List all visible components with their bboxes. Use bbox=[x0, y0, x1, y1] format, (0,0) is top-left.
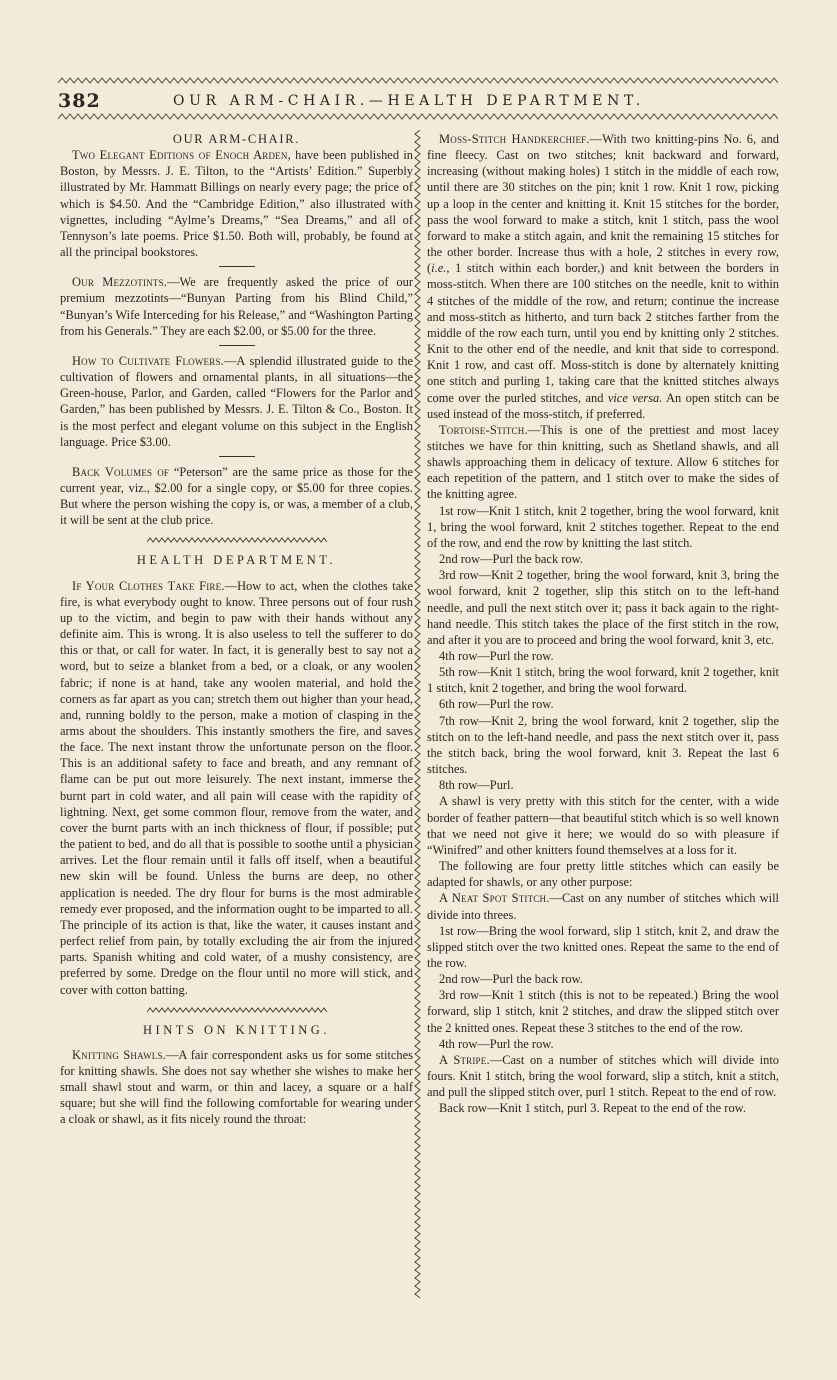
pattern-row: Back row—Knit 1 stitch, purl 3. Repeat to the end of the row. bbox=[439, 1101, 746, 1116]
pattern-row: 4th row—Purl the row. bbox=[439, 649, 554, 663]
pattern-row: 5th row—Knit 1 stitch, bring the wool forward, knit 2 together, knit 1 stitch, knit 2 together, and bring the wool forward. bbox=[427, 665, 779, 696]
mezzotints-paragraph: Our Mezzotints.—We are frequently asked the price of our premium mezzotints—“Bunyan Parting from his Blind Child,” “Bunyan’s Wife Interceding for his Release,” and “Washington Parting from his Generals.” They are each $2.00, or $5.00 for the three. bbox=[60, 275, 413, 338]
flowers-paragraph: How to Cultivate Flowers.—A splendid illustrated guide to the cultivation of flowers and ornamental plants, in all situations—the Green-house, Parlor, and Garden, called “Flowers for the Parlor and Garden,” has been published by Messrs. J. E. Tilton & Co., Boston. It is the most perfect and elegant volume on this subject in the English language. Price $3.00. bbox=[60, 353, 413, 449]
pattern-row: 2nd row—Purl the back row. bbox=[439, 972, 583, 987]
shawl-paragraph: A shawl is very pretty with this stitch for the center, with a wide border of feather pattern—that beautiful stitch which is so well known that we need not give it here; we would do so with pleasure if “Winifred” and other knitters found themselves at a loss for it. bbox=[427, 794, 779, 857]
tortoise-stitch-paragraph: Tortoise-Stitch.—This is one of the prettiest and most lacey stitches we have for thin knitting, such as Shetland shawls, and all shawls approaching them in delicacy of texture. Allow 6 stitches for each repetition of the pattern, and 1 stitch over to make the sides of the knitting agree. bbox=[427, 422, 779, 502]
page-number: 382 bbox=[58, 90, 101, 112]
wavy-ornament bbox=[147, 537, 327, 543]
back-volumes-title: Back Volumes of bbox=[72, 464, 170, 479]
section-rule bbox=[219, 456, 255, 457]
section-rule bbox=[219, 345, 255, 346]
moss-stitch-title: Moss-Stitch Handkerchief. bbox=[439, 132, 590, 146]
page-header bbox=[58, 90, 778, 112]
stripe-title: A Stripe. bbox=[439, 1052, 490, 1067]
shawls-title: Knitting Shawls. bbox=[72, 1047, 166, 1062]
shawls-paragraph: Knitting Shawls.—A fair correspondent asks us for some stitches for knitting shawls. She does not say whether she wishes to make her small shawl stout and warm, or thin and lacey, a square or a half square; but she will find the following comfortable for wearing under a cloak or shawl, as it fits nicely round the throat: bbox=[60, 1047, 413, 1127]
armchair-heading: OUR ARM-CHAIR. bbox=[172, 132, 301, 146]
right-column bbox=[427, 131, 779, 1117]
back-volumes-paragraph: Back Volumes of “Peterson” are the same price as those for the current year, viz., $2.00 for a single copy, or $5.00 for three copies. But where the person wishing the copy is, or was, a member of a club, it will be sent at the club price. bbox=[60, 464, 413, 528]
pattern-row: 8th row—Purl. bbox=[439, 778, 514, 793]
moss-stitch-paragraph: Moss-Stitch Handkerchief.—With two knitting-pins No. 6, and fine fleecy. Cast on two stitches; knit backward and forward, increasing (without making holes) 1 stitch in the middle of each row, until there are 30 stitches on the pin; knit 1 row. Knit 1 row, picking up a loop in the center and knitting it. Knit 15 stitches for the border, pass the wool forward to make a stitch, knit 1 stitch, pass the wool forward to make a stitch again, and knit the remaining 15 stitches for the other border. Increase thus with a hole, 2 stitches in every row, (i.e., 1 stitch within each border,) and knit between the borders in moss-stitch. When there are 100 stitches on the needle, knit to within 4 stitches of the middle of the row, and return; continue the increase and moss-stitch as hitherto, and turn back 2 stitches farther from the middle of the row each turn, until you end by knitting only 2 stitches. Knit to the other end of the needle, and knit that side to correspond. Knit 1 row, and cast off. Moss-stitch is done by alternately knitting one stitch and purling 1, taking care that the knitted stitches always come over the purled stitches, and vice versa. An open stitch can be used instead of the moss-stitch, if preferred. bbox=[427, 132, 779, 421]
pattern-row: 4th row—Purl the row. bbox=[439, 1036, 554, 1051]
flowers-title: How to Cultivate Flowers. bbox=[72, 353, 224, 368]
wavy-ornament bbox=[147, 1007, 327, 1013]
pattern-row: 3rd row—Knit 2 together, bring the wool forward, knit 3, bring the wool forward, knit 2 together, slip this stitch on to the left-hand needle, and pull the next stitch over it; pass it back again to the right-hand needle. This stitch takes the place of the first stitch in the row, and after it you are to proceed and bring the wool forward, knit 3, etc. bbox=[427, 568, 779, 647]
pattern-row: 1st row—Bring the wool forward, slip 1 stitch, knit 2, and draw the slipped stitch over the two knitted ones. Repeat the same to the end of the row. bbox=[427, 923, 779, 970]
knitting-heading: HINTS ON KNITTING. bbox=[143, 1022, 330, 1037]
pattern-row: 1st row—Knit 1 stitch, knit 2 together, bring the wool forward, knit 1, bring the wool forward, knit 2 stitches together. Repeat to the end of the row, and end the row by knitting the last stitch. bbox=[427, 503, 779, 550]
tortoise-stitch-title: Tortoise-Stitch. bbox=[439, 422, 528, 437]
following-paragraph: The following are four pretty little stitches which can easily be adapted for shawls, or any other purpose: bbox=[427, 859, 779, 890]
header-ornament-rule bbox=[58, 113, 778, 121]
pattern-row: 7th row—Knit 2, bring the wool forward, knit 2 together, slip the stitch on to the left-hand needle, and pass the next stitch over it, pass the stitch back, bring the wool forward, knit 3. Repeat the last 6 stitches. bbox=[427, 713, 779, 777]
column-divider bbox=[413, 130, 423, 1300]
stripe-paragraph: A Stripe.—Cast on a number of stitches which will divide into fours. Knit 1 stitch, bring the wool forward, slip a stitch, knit a stitch, and pull the slipped stitch over, purl 1 stitch. Repeat to the end of row. bbox=[427, 1052, 779, 1100]
spot-stitch-paragraph: A Neat Spot Stitch.—Cast on any number of stitches which will divide into threes. bbox=[427, 891, 780, 922]
mezzotints-title: Our Mezzotints. bbox=[72, 275, 168, 290]
running-head: OUR ARM-CHAIR.—HEALTH DEPARTMENT. bbox=[173, 93, 645, 109]
health-heading: HEALTH DEPARTMENT. bbox=[136, 553, 337, 568]
spot-stitch-title: A Neat Spot Stitch. bbox=[439, 891, 550, 906]
top-ornament-rule bbox=[58, 77, 778, 85]
pattern-row: 3rd row—Knit 1 stitch (this is not to be repeated.) Bring the wool forward, slip 1 stitch, knit 2 stitches, and draw the slipped stitch over the 2 knitted ones. Repeat these 3 stitches to the end of the row. bbox=[427, 988, 779, 1035]
section-rule bbox=[219, 266, 255, 267]
pattern-row: 2nd row—Purl the back row. bbox=[439, 552, 583, 567]
left-column bbox=[60, 131, 413, 1128]
enoch-arden-title: Two Elegant Editions of Enoch Arden, bbox=[72, 148, 291, 163]
pattern-row: 6th row—Purl the row. bbox=[439, 697, 554, 712]
fire-paragraph: If Your Clothes Take Fire.—How to act, when the clothes take fire, is what everybody ought to know. Three persons out of four rush up to the victim, and begin to paw with their hands without any definite aim. This is wrong. It is also useless to tell the sufferer to do this or that, or call for water. In fact, it is generally best to say not a word, but to seize a blanket from a bed, or a cloak, or any woolen fabric; if none is at hand, take any woolen material, and hold the corners as far apart as you can; stretch them out higher than your head, and, running boldly to the person, make a motion of clasping in the arms about the shoulders. This instantly smothers the fire, and saves the face. The next instant throw the unfortunate person on the floor. This is an additional safety to face and breath, and any remnant of flame can be put out more leisurely. The next instant, immerse the burnt part in cold water, and all pain will cease with the rapidity of lightning. Next, get some common flour, remove from the water, and cover the burnt parts with an inch thickness of flour, if possible; put the patient to bed, and do all that is possible to soothe until a physician arrives. Let the flour remain until it falls off itself, when a beautiful new skin will be found. Unless the burns are deep, no other application is needed. The dry flour for burns is the most admirable remedy ever proposed, and the information ought to be imparted to all. The principle of its action is that, like the water, it causes instant and perfect relief from pain, by totally excluding the air from the injured parts. Spanish whiting and cold water, of a mushy consistency, are preferred by some. Dredge on the flour until no more will stick, and cover with cotton batting. bbox=[60, 578, 413, 997]
fire-title: If Your Clothes Take Fire. bbox=[72, 578, 225, 593]
enoch-arden-paragraph: Two Elegant Editions of Enoch Arden, have been published in Boston, by Messrs. J. E. Tilton, to the “Artists’ Edition.” Superbly illustrated by Mr. Hammatt Billings on nearly every page; the price of which is $4.50. And the “Cambridge Edition,” also illustrated with vignettes, including “Aylme’s Dreams,” “Sea Dreams,” and all of Tennyson’s late poems. Price $1.50. Both will, probably, be found at all the principal bookstores. bbox=[60, 148, 414, 260]
